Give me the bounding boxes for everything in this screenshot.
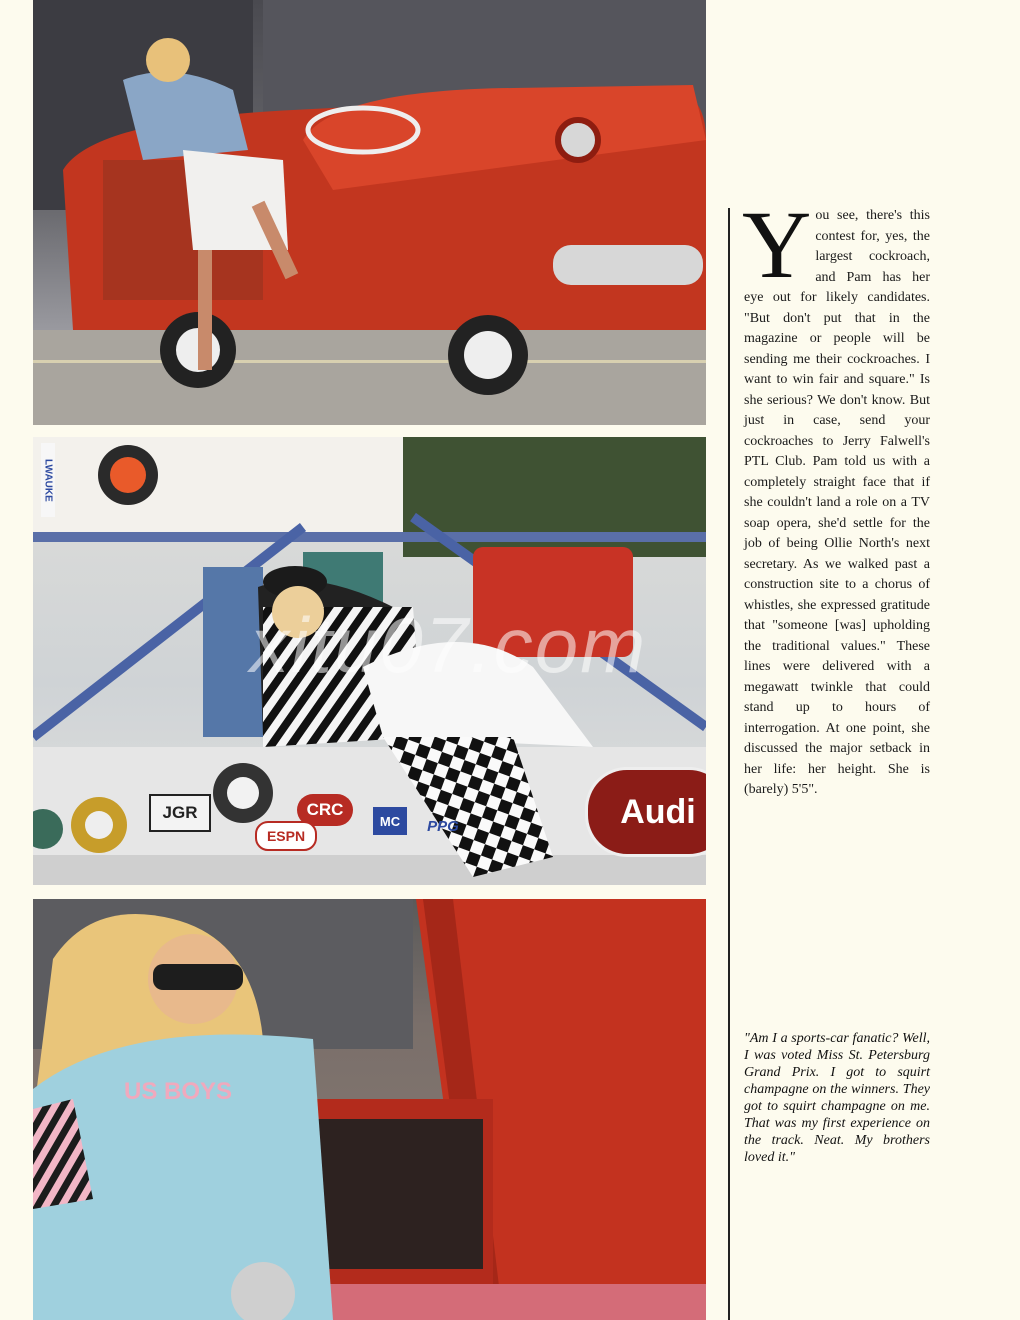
espn-sticker: ESPN bbox=[255, 821, 317, 851]
article-body bbox=[742, 191, 930, 801]
milwaukee-banner: LWAUKE bbox=[41, 443, 55, 517]
red-car-illustration bbox=[33, 899, 706, 1320]
article-paragraph: ou see, there's this contest for, yes, the largest cockroach, and Pam has her eye out for likely candidates. "But don't put that in the magazine or people will be sending me their cockroaches. I want to win fair and square." Is she serious? We don't know. But just in case, send your cockroaches to Jerry Falwell's PTL Club. Pam told us with a completely straight face that if she couldn't land a role on a TV soap opera, she'd settle for the job of being Ollie North's next secretary. As we walked past a construction site to a chorus of whistles, she expressed gratitude that "someone [was] upholding the traditional values." These lines were delivered with a megawatt twinkle that could stand up to hours of interrogation. At one point, she discussed the major setback in her life: her height. She is (barely) 5'5". bbox=[744, 208, 930, 797]
ppg-sticker: PPG bbox=[427, 817, 459, 835]
shirt-print: US BOYS bbox=[123, 1078, 233, 1105]
column-rule bbox=[728, 208, 730, 1320]
jgr-sticker: JGR bbox=[149, 794, 211, 832]
pull-quote: "Am I a sports-car fanatic? Well, I was voted Miss St. Petersburg Grand Prix. I got to squirt champagne on the winners. They got to squirt champagne on me. That was my first experience on the track. Neat. My brothers loved it." bbox=[744, 1031, 930, 1165]
crc-sticker: CRC bbox=[297, 794, 353, 826]
convertible-illustration bbox=[33, 0, 706, 425]
watermark: xitu07.com bbox=[250, 601, 648, 689]
photo-woman-sunglasses bbox=[33, 899, 706, 1320]
photo-woman-convertible bbox=[33, 0, 706, 425]
drop-cap: Y bbox=[742, 191, 812, 298]
mc-sticker: MC bbox=[373, 807, 407, 835]
audi-sticker: Audi bbox=[585, 767, 706, 857]
